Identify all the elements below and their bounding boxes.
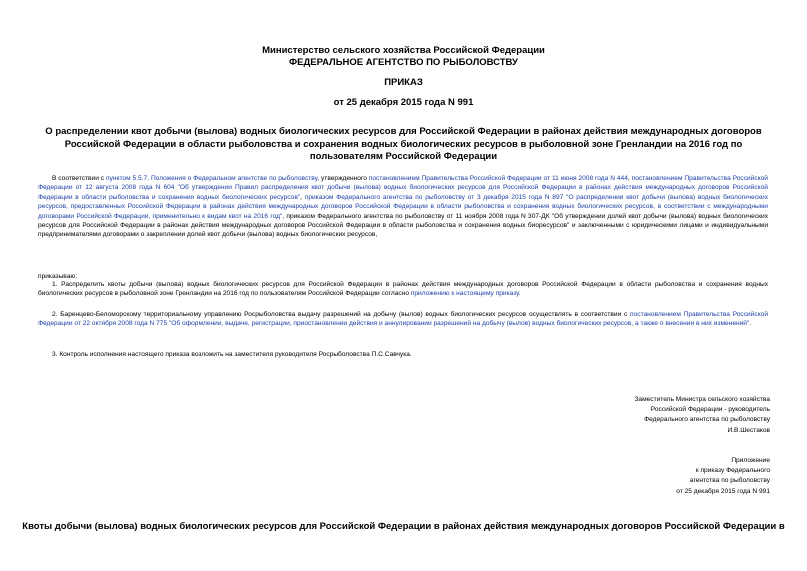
document-header bbox=[0, 45, 807, 69]
prikazyvayu-line: приказываю: bbox=[38, 273, 78, 280]
agency-name: ФЕДЕРАЛЬНОЕ АГЕНТСТВО ПО РЫБОЛОВСТВУ bbox=[289, 57, 518, 68]
preamble-text: , утвержденного bbox=[317, 175, 369, 182]
item-1-end: . bbox=[518, 290, 521, 298]
item-2 bbox=[38, 310, 768, 329]
link-postanovlenie-444[interactable]: постановлением Правительства Российской Федерации от 11 июня 2008 года N 444 bbox=[368, 175, 628, 182]
signature-line: Российской Федерации - руководитель bbox=[650, 406, 770, 414]
document-title: О распределении квот добычи (вылова) водных биологических ресурсов для Российской Федерации в районах действия международных договоров Российской Федерации в области рыболовства и сохранения водных биологических ресурсов в рыболовной зоне Гренландии на 2016 год по пользователям Российской Федерации bbox=[45, 126, 762, 162]
appendix-line: от 25 декабря 2015 года N 991 bbox=[676, 487, 770, 495]
signature-block bbox=[634, 395, 770, 436]
appendix-block bbox=[676, 456, 770, 497]
appendix-heading: Квоты добычи (вылова) водных биологических ресурсов для Российской Федерации в районах действия международных договоров Российской Федерации в bbox=[22, 521, 785, 532]
item-1 bbox=[38, 280, 768, 299]
appendix-line: к приказу Федерального bbox=[695, 467, 770, 475]
appendix-line: Приложение bbox=[731, 457, 770, 464]
document-type: ПРИКАЗ bbox=[384, 77, 423, 88]
preamble-paragraph bbox=[38, 174, 768, 240]
link-prikaz-897[interactable]: приказом Федерального агентства по рыболовству от 3 декабря 2015 года N 897 "О распределении квот добычи (вылова) водных биологических ресурсов, предоставленных Российской Федерации в районах действия международных договоров Российской Федерации в области рыболовства и сохранения водных биологических ресурсов, в соответствии с международными договорами Российской Федерации, применительно к видам квот на 2016 год" bbox=[38, 193, 768, 220]
item-1-text: 1. Распределить квоты добычи (вылова) водных биологических ресурсов для Российской Федерации в районах действия международных договоров Российской Федерации в области рыболовства и сохранения водных биологических ресурсов в рыболовной зоне Гренландии на 2016 год по пользователям Российской Федерации согласно bbox=[38, 281, 768, 298]
link-polozhenie[interactable]: пунктом 5.5.7. Положения о Федеральном агентстве по рыболовству bbox=[106, 175, 318, 182]
appendix-line: агентства по рыболовству bbox=[689, 477, 770, 485]
preamble-text: , bbox=[627, 175, 632, 182]
ministry-name: Министерство сельского хозяйства Российской Федерации bbox=[262, 45, 545, 56]
document-date: от 25 декабря 2015 года N 991 bbox=[333, 97, 474, 108]
preamble-text: В соответствии с bbox=[52, 175, 107, 182]
preamble-text: , bbox=[300, 193, 305, 201]
item-2-end: . bbox=[749, 320, 752, 328]
signatory-name: И.В.Шестаков bbox=[727, 426, 770, 434]
item-2-text: 2. Баренцево-Беломорскому территориальному управлению Росрыболовства выдачу разрешений на добычу (вылов) водных биологических ресурсов осуществлять в соответствии с bbox=[52, 311, 631, 318]
link-postanovlenie-604[interactable]: постановлением Правительства Российской Федерации от 12 августа 2008 года N 604 "Об утверждении Правил распределения квот добычи (вылова) водных биологических ресурсов для Российской Федерации в районах действия международных договоров Российской Федерации в области рыболовства и сохранения водных биологических ресурсов" bbox=[38, 175, 768, 201]
link-postanovlenie-775[interactable]: постановлением Правительства Российской Федерации от 22 октября 2008 года N 775 "Об оформлении, выдаче, регистрации, приостановлении действия и аннулировании разрешений на добычу (вылов) водных биологических ресурсов, а также о внесении в них изменений" bbox=[38, 311, 768, 328]
link-appendix[interactable]: приложению к настоящему приказу bbox=[410, 290, 519, 298]
signature-line: Федерального агентства по рыболовству bbox=[644, 416, 770, 424]
signature-line: Заместитель Министра сельского хозяйства bbox=[634, 396, 770, 403]
preamble-text: , приказом Федерального агентства по рыболовству от 11 ноября 2008 года N 307-ДК "Об утверждении долей квот добычи (вылова) водных биологических ресурсов для Российской Федерации в районах действия международных договоров Российской Федерации в области рыболовства и сохранения водных биоресурсов" и заключенными с юридическими лицами и индивидуальными предпринимателями договорами о закреплении долей квот добычи (вылова) водных биологических ресурсов, bbox=[38, 212, 768, 239]
item-3: 3. Контроль исполнения настоящего приказа возложить на заместителя руководителя Росрыболовства П.С.Савчука. bbox=[52, 351, 412, 358]
